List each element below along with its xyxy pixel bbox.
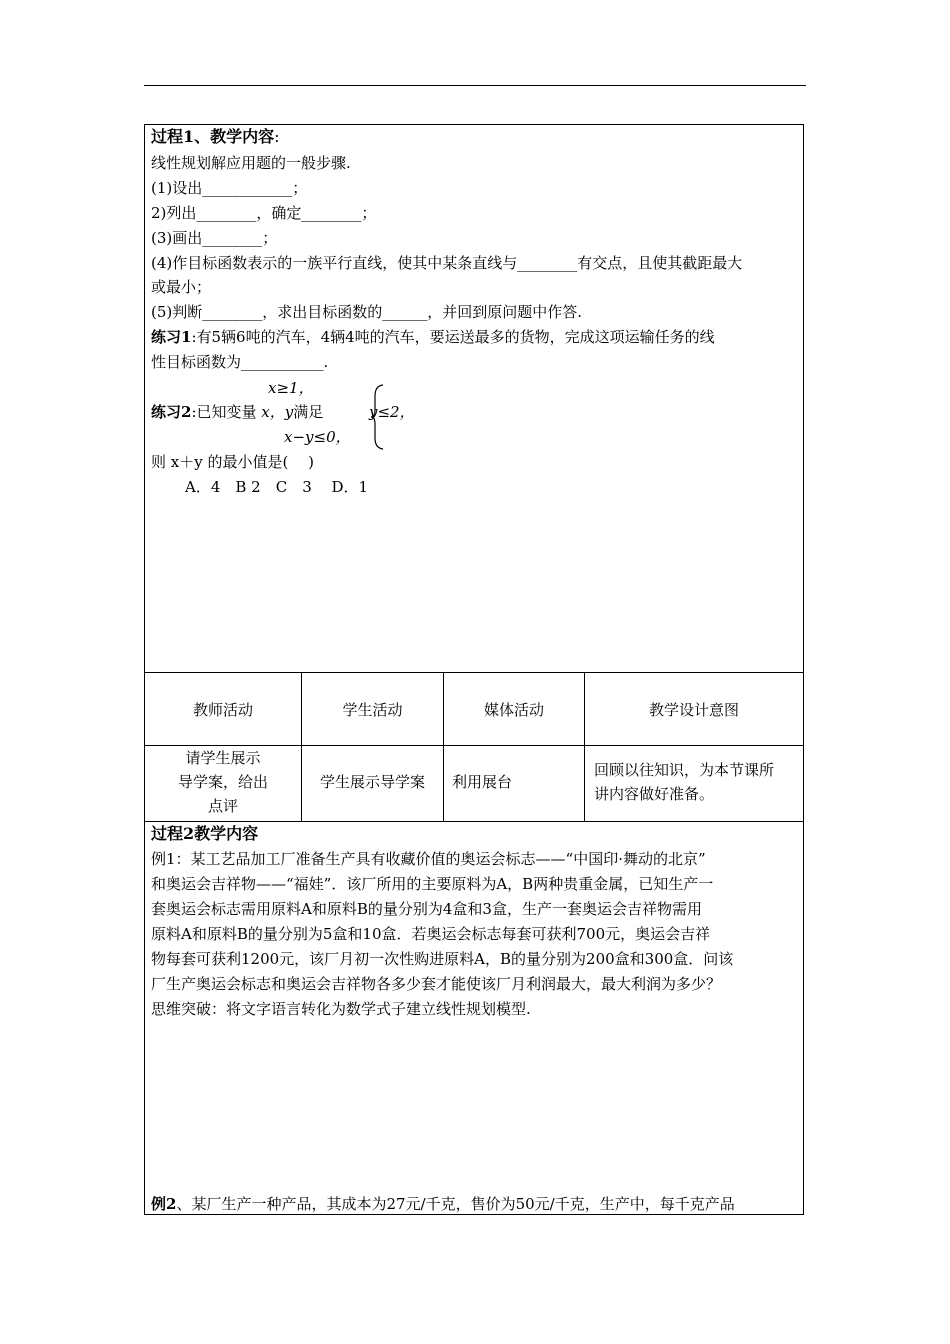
header-cell-intent [585, 673, 803, 745]
step3-text: (3)画出________； [151, 229, 278, 247]
header-cell-media [444, 673, 585, 745]
cell-student [302, 745, 444, 821]
example1-line-4: 原料A和原料B的量分别为5盒和10盒．若奥运会标志每套可获利700元，奥运会吉祥 [151, 925, 711, 943]
intent-line-1: 回顾以往知识，为本节课所 [594, 761, 775, 779]
example1-line-5: 物每套可获利1200元，该厂月初一次性购进原料A，B的量分别为200盒和300盒．问该 [151, 950, 734, 968]
activity-table-body-row [144, 745, 804, 822]
teacher-line-1: 请学生展示 [185, 749, 261, 767]
step4-text-line2: 或最小； [151, 278, 212, 296]
header-media: 媒体活动 [483, 701, 544, 719]
exercise2-line [151, 402, 323, 422]
section2-title: 过程2教学内容 [151, 824, 259, 843]
exercise2-vars: x，y [261, 403, 294, 421]
header-cell-student [302, 673, 444, 745]
exercise2-question: 则 x＋y 的最小值是( ) [151, 453, 314, 471]
example1-line-1: 例1：某工艺品加工厂准备生产具有收藏价值的奥运会标志——“中国印·舞动的北京” [151, 850, 706, 868]
exercise1-label: 练习1 [151, 328, 192, 346]
cell-intent [585, 745, 803, 821]
header-student: 学生活动 [342, 701, 403, 719]
step4-text-line1: (4)作目标函数表示的一族平行直线，使其中某条直线与________有交点，且使其截距最大 [151, 254, 743, 272]
example1-line-2: 和奥运会吉祥物——“福娃”．该厂所用的主要原料为A，B两种贵重金属，已知生产一 [151, 875, 714, 893]
header-cell-teacher [145, 673, 302, 745]
condition-1: x≥1， [268, 379, 314, 397]
thinking-text: 思维突破：将文字语言转化为数学式子建立线性规划模型. [151, 1000, 531, 1018]
step5-text: (5)判断________，求出目标函数的______，并回到原问题中作答. [151, 303, 583, 321]
header-teacher: 教师活动 [192, 701, 253, 719]
exercise1-text: :有5辆6吨的汽车，4辆4吨的汽车，要运送最多的货物，完成这项运输任务的线 [191, 328, 715, 346]
student-activity: 学生展示导学案 [319, 773, 425, 791]
activity-table-header-row [144, 672, 804, 746]
example1-line-6: 厂生产奥运会标志和奥运会吉祥物各多少套才能使该厂月利润最大，最大利润为多少？ [151, 975, 722, 993]
media-activity: 利用展台 [452, 773, 513, 791]
example1-line-3: 套奥运会标志需用原料A和原料B的量分别为4盒和3盒，生产一套奥运会吉祥物需用 [151, 900, 702, 918]
intent-line-2: 讲内容做好准备。 [594, 785, 715, 803]
header-intent: 教学设计意图 [648, 701, 739, 719]
exercise1-line1 [151, 327, 715, 347]
exercise2-text2: 满足 [293, 403, 324, 421]
exercise2-options: A．4 B 2 C 3 D．1 [185, 478, 369, 496]
intro-text: 线性规划解应用题的一般步骤. [151, 154, 351, 172]
example2-line [151, 1194, 735, 1214]
teacher-line-3: 点评 [207, 797, 238, 815]
exercise2-label: 练习2 [151, 403, 192, 421]
condition-2: y≤2， [369, 403, 415, 421]
teacher-line-2: 导学案，给出 [177, 773, 268, 791]
section1-title-colon: : [274, 127, 280, 146]
exercise1-line2: 性目标函数为___________. [151, 353, 329, 371]
condition-3: x−y≤0， [284, 428, 351, 446]
example2-text: 、某厂生产一种产品，其成本为27元/千克，售价为50元/千克，生产中，每千克产品 [176, 1195, 735, 1213]
cell-media [444, 745, 585, 821]
exercise2-text: :已知变量 [191, 403, 257, 421]
section1-title: 过程1、教学内容 [151, 127, 275, 146]
section1-heading [151, 127, 280, 147]
example2-label: 例2 [151, 1195, 177, 1213]
step2-text: 2)列出________，确定________； [151, 204, 377, 222]
step1-text: (1)设出____________； [151, 179, 308, 197]
header-rule [144, 85, 806, 86]
cell-teacher [145, 745, 302, 821]
